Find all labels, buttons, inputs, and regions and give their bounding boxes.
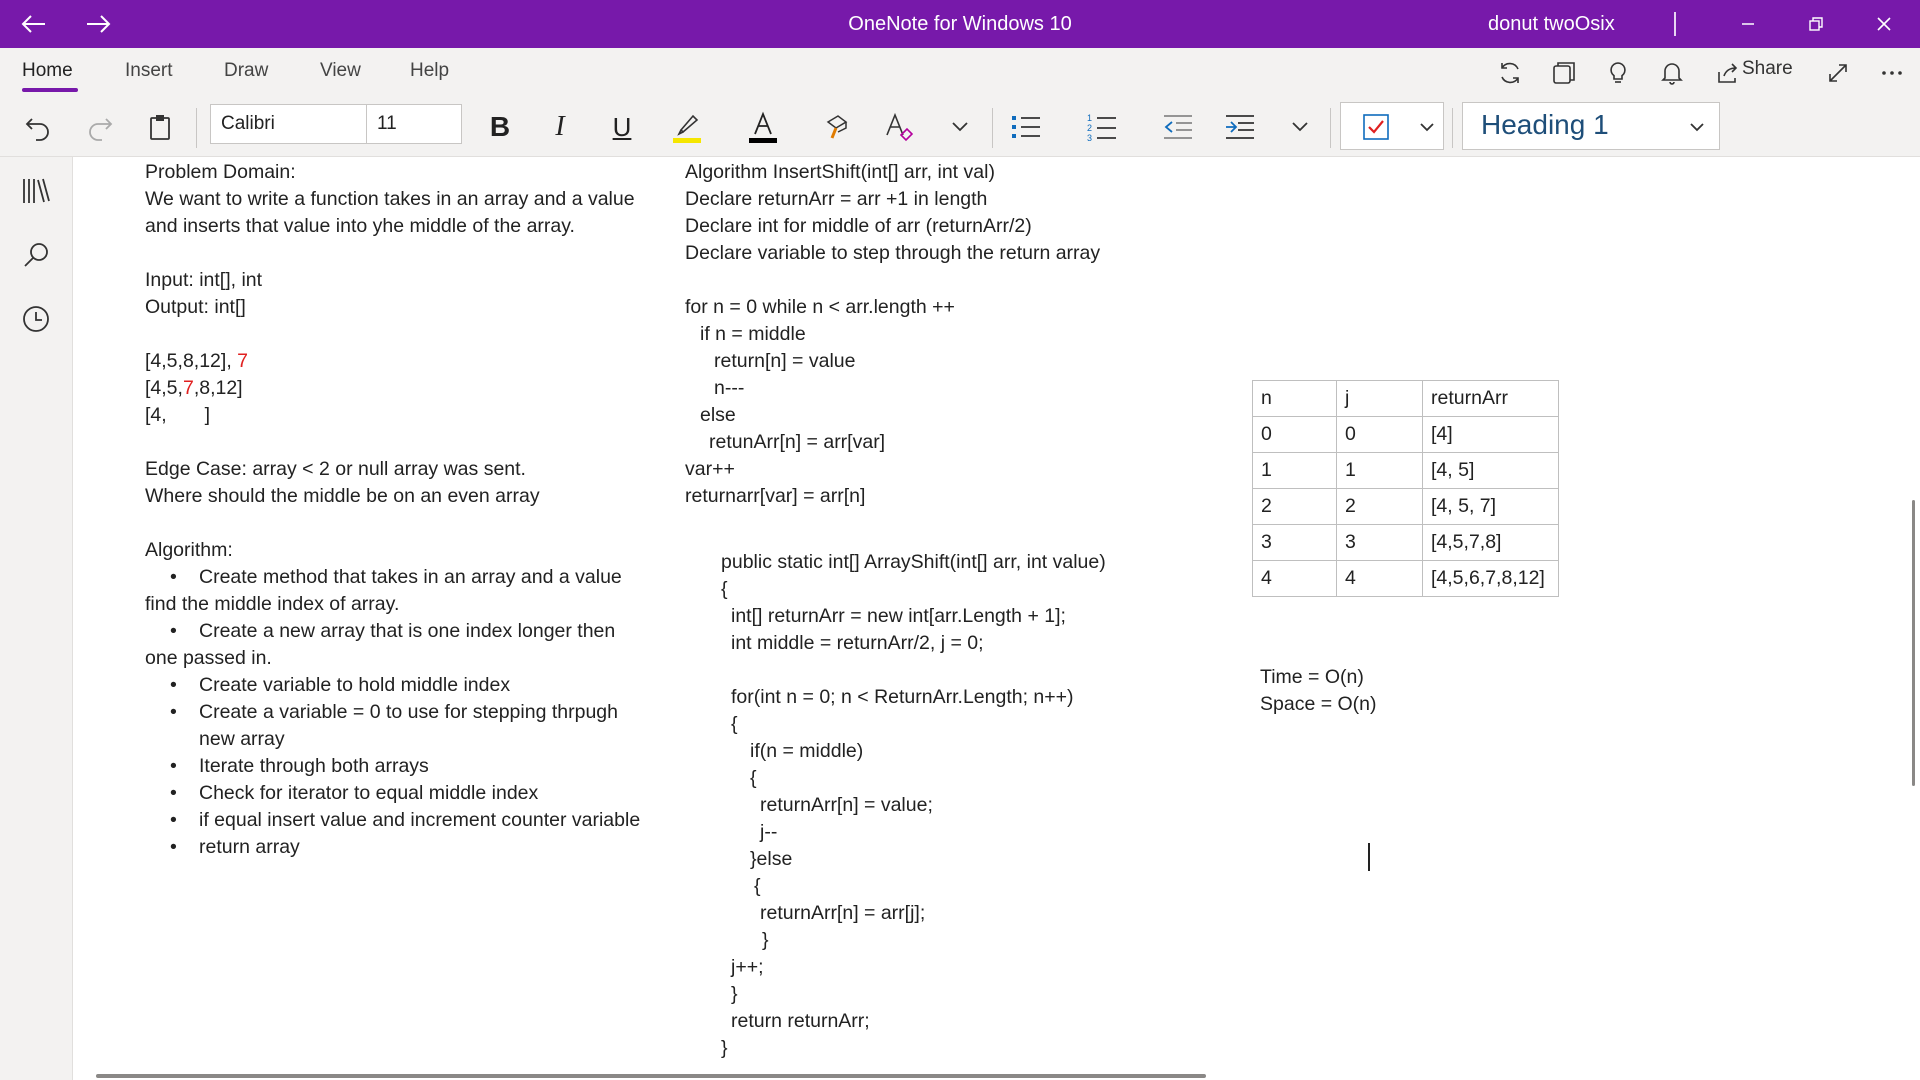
time-complexity: Time = O(n)	[1260, 666, 1364, 688]
share-button[interactable]: Share	[1742, 58, 1793, 79]
pseudocode-line: else	[700, 404, 736, 426]
font-size-box[interactable]: 11	[366, 104, 462, 144]
sync-icon[interactable]	[1490, 56, 1530, 90]
toolbar-separator	[992, 108, 993, 148]
checkbox-tag-icon	[1363, 114, 1389, 145]
chevron-down-icon[interactable]	[1280, 106, 1320, 148]
table-row	[1253, 417, 1559, 453]
font-color-icon[interactable]	[742, 106, 784, 148]
toolbar-separator	[1452, 108, 1453, 148]
table-cell[interactable]: 3	[1337, 525, 1423, 561]
table-header-cell[interactable]: returnArr	[1423, 381, 1559, 417]
algorithm-line: find the middle index of array.	[145, 593, 400, 615]
code-line: {	[731, 713, 738, 735]
table-cell[interactable]: 1	[1337, 453, 1423, 489]
example-line	[145, 348, 248, 375]
code-line: {	[721, 578, 728, 600]
algorithm-bullet: • Iterate through both arrays	[199, 753, 429, 780]
code-line: if(n = middle)	[750, 740, 864, 762]
code-line: int middle = returnArr/2, j = 0;	[731, 632, 984, 654]
code-line: }	[731, 983, 738, 1005]
code-line: j++;	[731, 956, 764, 978]
table-header-cell[interactable]: n	[1253, 381, 1337, 417]
code-line: int[] returnArr = new int[arr.Length + 1];	[731, 605, 1066, 627]
pseudocode-line: retunArr[n] = arr[var]	[709, 431, 886, 453]
algorithm-bullet: • if equal insert value and increment counter variable	[199, 807, 640, 834]
example-text: [4,5,8,12],	[145, 350, 232, 372]
table-header-cell[interactable]: j	[1337, 381, 1423, 417]
code-line: j--	[760, 821, 778, 843]
pseudocode-line: Declare variable to step through the return array	[685, 242, 1101, 264]
algorithm-bullet: • Create a variable = 0 to use for stepping thrpugh	[199, 699, 618, 726]
pseudocode-line: Declare int for middle of arr (returnArr/2)	[685, 215, 1032, 237]
code-line: {	[750, 767, 757, 789]
pseudocode-line: for n = 0 while n < arr.length ++	[685, 296, 955, 318]
problem-line: We want to write a function takes in an array and a value	[145, 188, 635, 210]
vertical-scrollbar[interactable]	[1912, 500, 1915, 786]
code-line: return returnArr;	[731, 1010, 870, 1032]
font-name-box[interactable]: Calibri	[210, 104, 368, 144]
table-cell[interactable]: [4,5,6,7,8,12]	[1423, 561, 1559, 597]
style-label: Heading 1	[1481, 109, 1609, 140]
title-bar	[0, 0, 1920, 48]
format-painter-icon[interactable]	[818, 106, 860, 148]
chevron-down-icon[interactable]	[940, 106, 980, 148]
restore-button[interactable]	[1786, 0, 1846, 48]
decrease-indent-icon[interactable]	[1156, 106, 1200, 148]
trace-table[interactable]	[1252, 380, 1559, 597]
fullscreen-icon[interactable]	[1818, 56, 1858, 90]
recent-clock-icon[interactable]	[16, 299, 56, 339]
table-row	[1253, 489, 1559, 525]
active-tab-indicator	[22, 88, 78, 92]
chevron-down-icon	[1419, 121, 1435, 139]
clipboard-icon[interactable]	[140, 106, 180, 148]
close-button[interactable]	[1854, 0, 1914, 48]
table-cell[interactable]: 2	[1253, 489, 1337, 525]
pseudocode-line: Declare returnArr = arr +1 in length	[685, 188, 988, 210]
algorithm-bullet: • Create variable to hold middle index	[199, 672, 510, 699]
increase-indent-icon[interactable]	[1218, 106, 1262, 148]
code-line: {	[754, 875, 761, 897]
minimize-button[interactable]	[1718, 0, 1778, 48]
toolbar-separator	[196, 108, 197, 148]
algorithm-bullet: • Create a new array that is one index longer then	[199, 618, 615, 645]
table-cell[interactable]: [4,5,7,8]	[1423, 525, 1559, 561]
table-cell[interactable]: 4	[1253, 561, 1337, 597]
undo-icon[interactable]	[18, 106, 58, 148]
notebooks-icon[interactable]	[16, 171, 56, 211]
table-row	[1253, 561, 1559, 597]
search-icon[interactable]	[16, 235, 56, 275]
bell-icon[interactable]	[1652, 56, 1692, 90]
example-text: ,8,12]	[193, 377, 243, 399]
bulleted-list-icon[interactable]	[1004, 106, 1048, 148]
table-cell[interactable]: [4, 5, 7]	[1423, 489, 1559, 525]
svg-text:3: 3	[1087, 133, 1093, 142]
code-line: }else	[750, 848, 793, 870]
output-line: Output: int[]	[145, 296, 246, 318]
example-highlight: 7	[231, 350, 248, 372]
tab-home[interactable]: Home	[22, 60, 73, 81]
toolbar-separator	[1330, 108, 1331, 148]
algorithm-bullet: • Create method that takes in an array and a value	[199, 564, 622, 591]
style-dropdown[interactable]	[1462, 102, 1720, 150]
table-row	[1253, 453, 1559, 489]
pseudocode-line: return[n] = value	[714, 350, 856, 372]
algorithm-heading: Algorithm:	[145, 539, 233, 561]
chevron-down-icon	[1689, 121, 1705, 139]
home-toolbar	[0, 98, 1920, 157]
algorithm-bullet: • Check for iterator to equal middle index	[199, 780, 538, 807]
horizontal-scrollbar[interactable]	[96, 1074, 1206, 1078]
edge-case-line: Edge Case: array < 2 or null array was sent.	[145, 458, 526, 480]
svg-text:2: 2	[1087, 123, 1093, 133]
pseudocode-line: var++	[685, 458, 735, 480]
algorithm-bullet: • return array	[199, 834, 300, 861]
account-name[interactable]: donut twoOsix	[1488, 13, 1615, 35]
code-line: returnArr[n] = value;	[760, 794, 933, 816]
lightbulb-icon[interactable]	[1598, 56, 1638, 90]
input-line: Input: int[], int	[145, 269, 263, 291]
tab-view[interactable]: View	[320, 60, 361, 81]
code-line: public static int[] ArrayShift(int[] arr, int value)	[721, 551, 1106, 573]
code-line: for(int n = 0; n < ReturnArr.Length; n++)	[731, 686, 1074, 708]
problem-heading: Problem Domain:	[145, 161, 296, 183]
pseudocode-line: if n = middle	[700, 323, 806, 345]
code-line: returnArr[n] = arr[j];	[760, 902, 926, 924]
table-header-row	[1253, 381, 1559, 417]
tab-insert[interactable]: Insert	[125, 60, 173, 81]
app-title: OneNote for Windows 10	[848, 13, 1072, 35]
example-highlight: 7	[182, 377, 194, 399]
bold-button[interactable]: B	[489, 111, 511, 142]
example-line	[145, 375, 243, 402]
forward-arrow-icon[interactable]	[76, 8, 120, 40]
navigation-rail	[0, 157, 73, 1080]
pages-icon[interactable]	[1544, 56, 1584, 90]
example-text: [4,5,	[145, 377, 183, 399]
table-cell[interactable]: 3	[1253, 525, 1337, 561]
pseudocode-line: Algorithm InsertShift(int[] arr, int val)	[685, 161, 995, 183]
more-options-icon[interactable]	[1872, 56, 1912, 90]
table-cell[interactable]: 2	[1337, 489, 1423, 525]
algorithm-line: new array	[199, 728, 285, 750]
edge-case-line: Where should the middle be on an even array	[145, 485, 540, 507]
example-line: [4, ]	[145, 404, 211, 426]
algorithm-line: one passed in.	[145, 647, 272, 669]
note-page[interactable]	[73, 157, 1920, 1080]
table-cell[interactable]: 0	[1337, 417, 1423, 453]
code-line: }	[721, 1037, 728, 1059]
title-separator	[1674, 12, 1676, 36]
clear-formatting-icon[interactable]	[878, 106, 920, 148]
tab-draw[interactable]: Draw	[224, 60, 269, 81]
todo-tag-dropdown[interactable]	[1340, 102, 1444, 150]
tab-help[interactable]: Help	[410, 60, 450, 81]
problem-line: and inserts that value into yhe middle of the array.	[145, 215, 575, 237]
table-cell[interactable]: [4, 5]	[1423, 453, 1559, 489]
highlight-icon[interactable]	[666, 106, 708, 148]
underline-button[interactable]: U	[612, 111, 632, 142]
space-complexity: Space = O(n)	[1260, 693, 1377, 715]
italic-button[interactable]: I	[555, 111, 565, 142]
table-row	[1253, 525, 1559, 561]
code-line: }	[762, 929, 769, 951]
redo-icon[interactable]	[80, 106, 120, 148]
text-cursor	[1368, 843, 1370, 871]
svg-text:1: 1	[1087, 113, 1093, 123]
pseudocode-line: returnarr[var] = arr[n]	[685, 485, 866, 507]
table-cell[interactable]: 4	[1337, 561, 1423, 597]
table-cell[interactable]: 0	[1253, 417, 1337, 453]
pseudocode-line: n---	[714, 377, 745, 399]
numbered-list-icon[interactable]	[1080, 106, 1124, 148]
back-arrow-icon[interactable]	[12, 8, 56, 40]
table-cell[interactable]: [4]	[1423, 417, 1559, 453]
table-cell[interactable]: 1	[1253, 453, 1337, 489]
